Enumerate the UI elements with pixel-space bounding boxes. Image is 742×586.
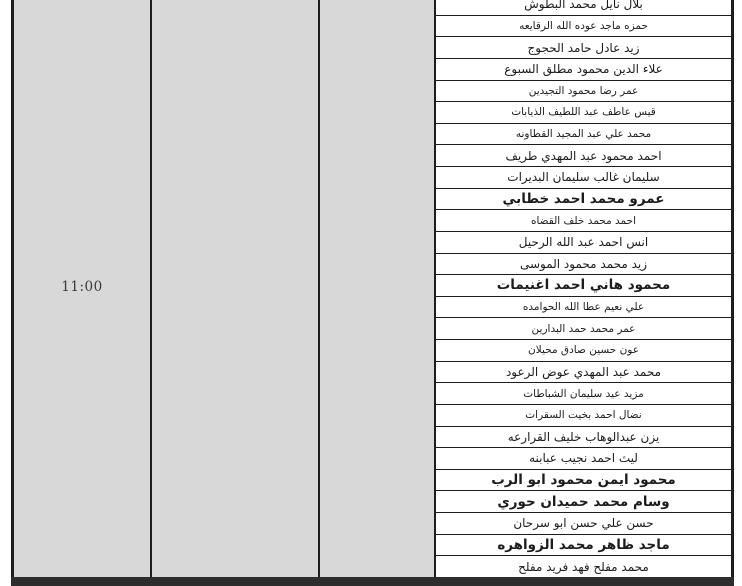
table-right-border	[731, 0, 734, 586]
table-row: ليث احمد نجيب عبابنه	[436, 448, 731, 470]
table-row: عون حسين صادق محيلان	[436, 340, 731, 362]
table-row: احمد محمود عبد المهدي طريف	[436, 145, 731, 167]
table-row: زيد محمد محمود الموسى	[436, 254, 731, 276]
table-row: محمود هاني احمد اغنيمات	[436, 275, 731, 297]
table-row: علي نعيم عطا الله الحوامده	[436, 297, 731, 319]
table-row: علاء الدين محمود مطلق السبوع	[436, 59, 731, 81]
table-row: عمرو محمد احمد خطابي	[436, 189, 731, 211]
table-row: سليمان غالب سليمان البديرات	[436, 167, 731, 189]
table-row: محمود ايمن محمود ابو الرب	[436, 470, 731, 492]
table-row: وسام محمد حميدان حوري	[436, 491, 731, 513]
time-label: 11:00	[61, 279, 103, 295]
table-row: حمزه ماجد عوده الله الرقايعه	[436, 16, 731, 38]
table-row: عمر رضا محمود التجيدين	[436, 81, 731, 103]
table-row: بلال نايل محمد البطوش	[436, 0, 731, 16]
names-column	[436, 0, 731, 577]
table-row: احمد محمد خلف القضاه	[436, 210, 731, 232]
column-divider-2	[318, 0, 320, 586]
table-row: محمد عبد المهدي عوض الرعود	[436, 362, 731, 384]
table-row: قيس عاطف عبد اللطيف الذيابات	[436, 102, 731, 124]
table-row: انس احمد عبد الله الرحيل	[436, 232, 731, 254]
empty-cell-1	[152, 0, 318, 577]
table-row: حسن علي حسن ابو سرحان	[436, 513, 731, 535]
table-row: مزيد عيد سليمان الشباطات	[436, 383, 731, 405]
column-divider-1	[150, 0, 152, 586]
table-row: يزن عبدالوهاب خليف القرارعه	[436, 427, 731, 449]
column-divider-3	[434, 0, 436, 586]
table-row: ماجد ظاهر محمد الزواهره	[436, 535, 731, 557]
table-bottom-border	[11, 577, 734, 586]
table-row: نضال احمد بخيت السقرات	[436, 405, 731, 427]
names-rows	[436, 0, 731, 577]
table-row: عمر محمد حمد البدارين	[436, 318, 731, 340]
table-row: زيد عادل حامد الحجوج	[436, 37, 731, 59]
table-row: محمد علي عبد المجيد القطاونه	[436, 124, 731, 146]
table-row: محمد مفلح فهد فريد مفلح	[436, 556, 731, 577]
empty-cell-2	[320, 0, 434, 577]
